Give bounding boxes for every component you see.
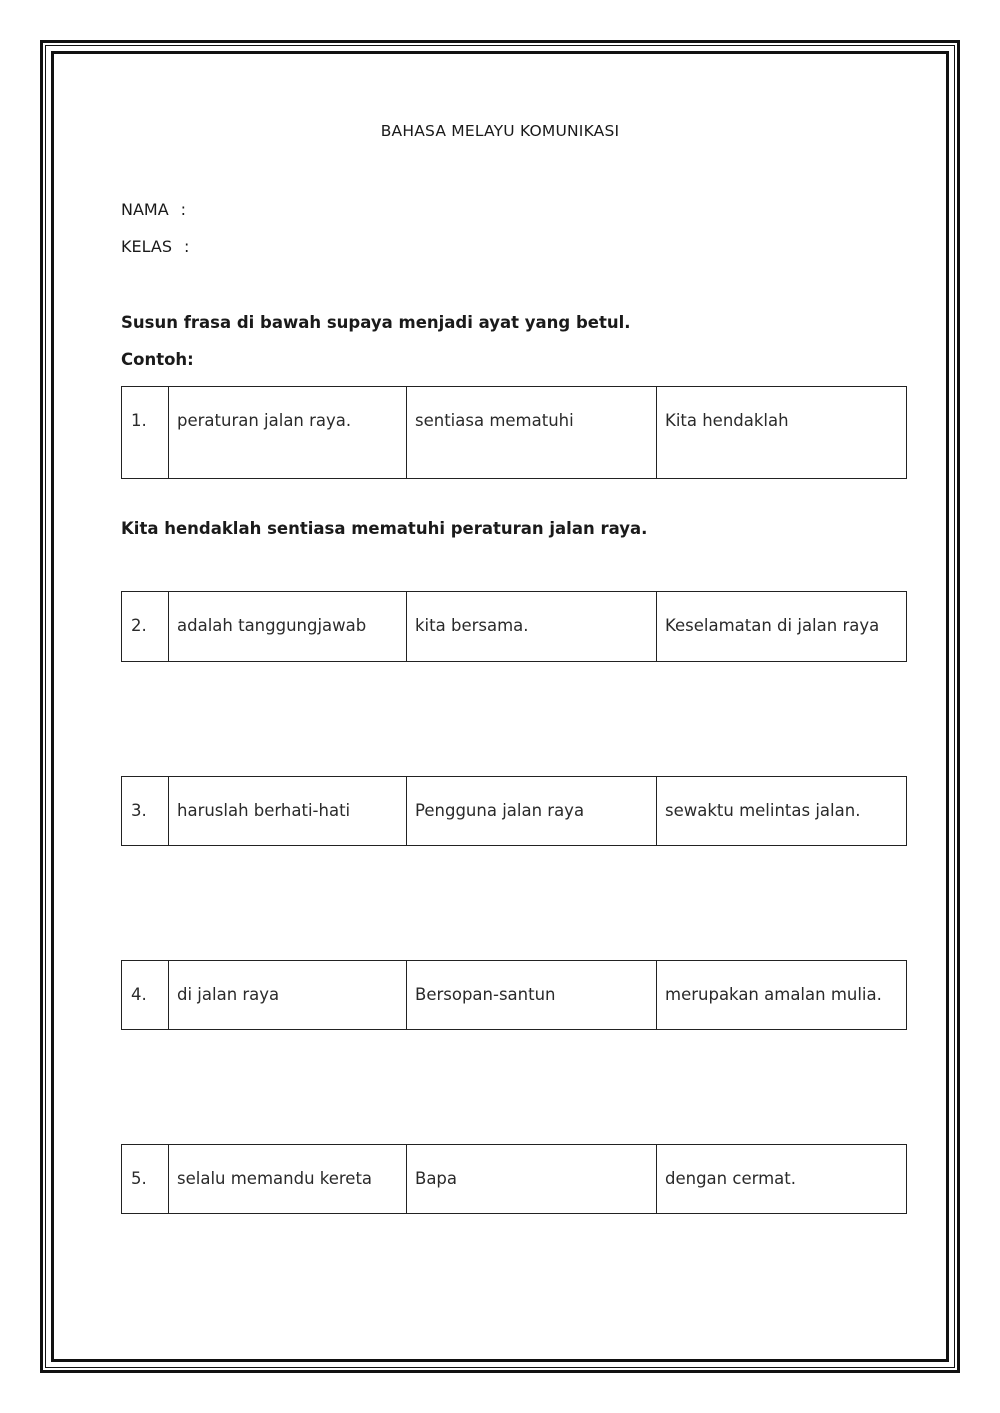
question-number: 1. (122, 387, 169, 479)
phrase-cell: Pengguna jalan raya (407, 777, 657, 846)
question-table-5 (121, 1144, 907, 1214)
kelas-label: KELAS (121, 237, 172, 256)
question-row (122, 961, 907, 1030)
question-table-3 (121, 776, 907, 846)
instruction-text: Susun frasa di bawah supaya menjadi ayat yang betul. (121, 313, 631, 332)
phrase-cell: kita bersama. (407, 592, 657, 662)
nama-colon: : (180, 200, 187, 219)
question-number: 4. (122, 961, 169, 1030)
question-number: 5. (122, 1145, 169, 1214)
nama-label: NAMA (121, 200, 169, 219)
phrase-cell: Bapa (407, 1145, 657, 1214)
question-table-1 (121, 386, 907, 479)
kelas-field (121, 237, 189, 256)
question-table-4 (121, 960, 907, 1030)
question-row (122, 387, 907, 479)
phrase-cell: merupakan amalan mulia. (657, 961, 907, 1030)
page-title: BAHASA MELAYU KOMUNIKASI (380, 122, 620, 140)
kelas-colon: : (183, 237, 190, 256)
question-row (122, 592, 907, 662)
phrase-cell: Kita hendaklah (657, 387, 907, 479)
nama-field (121, 200, 186, 219)
phrase-cell: haruslah berhati-hati (169, 777, 407, 846)
question-table-2 (121, 591, 907, 662)
phrase-cell: adalah tanggungjawab (169, 592, 407, 662)
phrase-cell: Bersopan-santun (407, 961, 657, 1030)
question-row (122, 1145, 907, 1214)
question-number: 2. (122, 592, 169, 662)
phrase-cell: di jalan raya (169, 961, 407, 1030)
question-number: 3. (122, 777, 169, 846)
phrase-cell: selalu memandu kereta (169, 1145, 407, 1214)
phrase-cell: sewaktu melintas jalan. (657, 777, 907, 846)
question-row (122, 777, 907, 846)
phrase-cell: dengan cermat. (657, 1145, 907, 1214)
example-answer: Kita hendaklah sentiasa mematuhi peraturan jalan raya. (121, 519, 648, 538)
phrase-cell: Keselamatan di jalan raya (657, 592, 907, 662)
phrase-cell: peraturan jalan raya. (169, 387, 407, 479)
phrase-cell: sentiasa mematuhi (407, 387, 657, 479)
example-label: Contoh: (121, 350, 194, 369)
